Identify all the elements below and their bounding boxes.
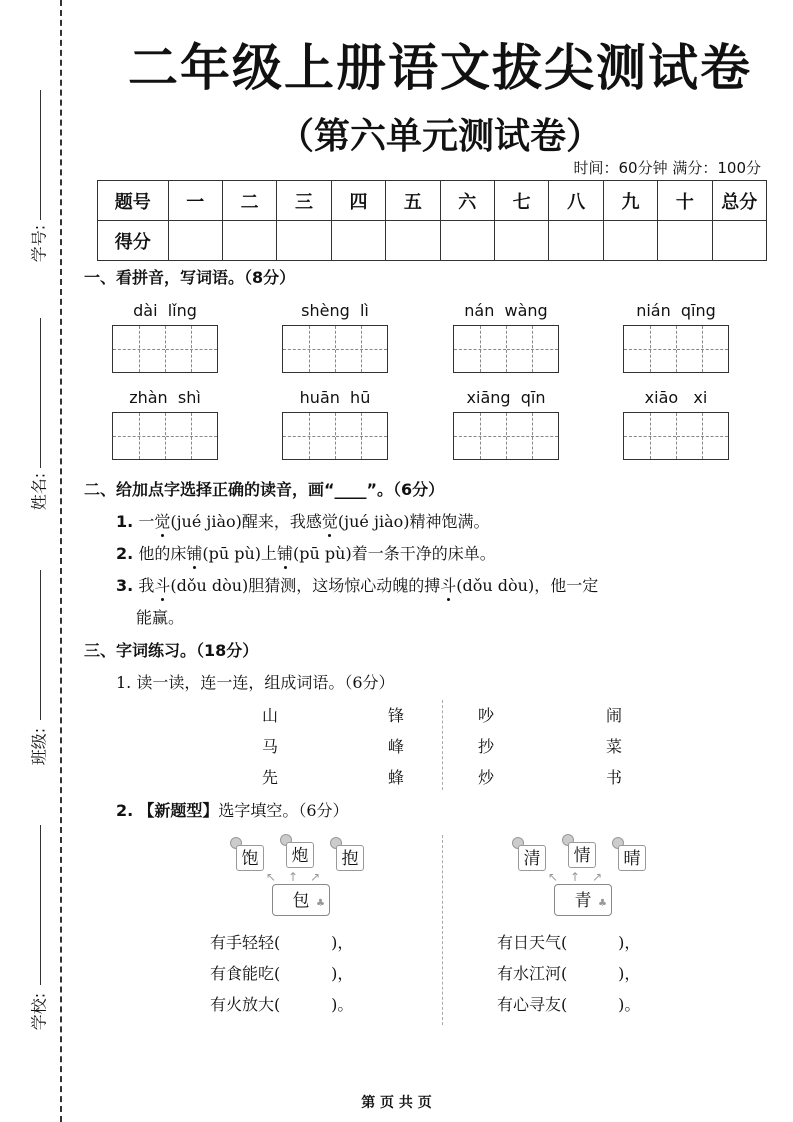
mushroom-icon: ♣ [598, 898, 607, 909]
header-cell: 十 [658, 181, 712, 221]
match-char[interactable]: 锋 [388, 706, 405, 725]
score-cell [440, 221, 494, 261]
pinyin-label: nán wàng [464, 301, 548, 320]
score-cell [168, 221, 222, 261]
option-char: 炮 [286, 842, 314, 868]
writing-box[interactable] [112, 412, 218, 460]
fill-blank-line[interactable]: 有火放大( )。 [210, 995, 354, 1014]
header-cell: 三 [277, 181, 331, 221]
score-cell [658, 221, 712, 261]
fill-blank-line[interactable]: 有食能吃( )， [210, 964, 354, 983]
margin-line-school [40, 825, 41, 985]
header-cell: 题号 [98, 181, 169, 221]
section-2-heading: 二、给加点字选择正确的读音，画“____”。（6分） [84, 480, 445, 499]
writing-box[interactable] [282, 325, 388, 373]
page-footer: 第 页 共 页 [361, 1095, 432, 1111]
question-3-1: 1. 读一读，连一连，组成词语。（6分） [116, 673, 395, 692]
option-char: 清 [518, 845, 546, 871]
match-char[interactable]: 抄 [478, 737, 495, 756]
match-char[interactable]: 菜 [606, 737, 623, 756]
fold-line [60, 0, 62, 1122]
score-cell [494, 221, 548, 261]
score-row-label: 得分 [98, 221, 169, 261]
student-id-label: 学号: [29, 224, 49, 263]
fill-divider [442, 835, 443, 1025]
score-table [97, 180, 767, 261]
question-2-2: 2. 他的床铺(pū pù)上铺(pū pù)着一条干净的床单。 [116, 544, 496, 563]
header-cell: 四 [331, 181, 385, 221]
score-cell [277, 221, 331, 261]
margin-line-name [40, 318, 41, 468]
header-cell: 九 [603, 181, 657, 221]
score-cell [549, 221, 603, 261]
section-3-heading: 三、字词练习。（18分） [84, 641, 259, 660]
pinyin-label: shèng lì [301, 301, 369, 320]
pinyin-label: zhàn shì [129, 388, 201, 407]
match-char[interactable]: 山 [262, 706, 279, 725]
match-char[interactable]: 先 [262, 768, 279, 787]
pinyin-label: nián qīng [636, 301, 716, 320]
pinyin-label: xiāo xi [644, 388, 708, 407]
header-cell: 一 [168, 181, 222, 221]
question-2-3-cont: 能赢。 [136, 608, 185, 627]
writing-box[interactable] [453, 412, 559, 460]
score-cell [386, 221, 440, 261]
score-cell [331, 221, 385, 261]
page-title: 二年级上册语文拔尖测试卷 [128, 39, 752, 97]
score-cell [712, 221, 766, 261]
match-divider [442, 700, 443, 790]
fill-blank-line[interactable]: 有心寻友( )。 [497, 995, 641, 1014]
writing-box[interactable] [453, 325, 559, 373]
match-char[interactable]: 蜂 [388, 768, 405, 787]
header-cell: 二 [222, 181, 276, 221]
margin-line-student-id [40, 90, 41, 220]
question-2-1: 1. 一觉(jué jiào)醒来，我感觉(jué jiào)精神饱满。 [116, 512, 490, 531]
option-char: 饱 [236, 845, 264, 871]
option-char: 晴 [618, 845, 646, 871]
match-char[interactable]: 闹 [606, 706, 623, 725]
pinyin-label: xiāng qīn [466, 388, 546, 407]
page-subtitle: （第六单元测试卷） [277, 116, 602, 157]
score-cell [603, 221, 657, 261]
writing-box[interactable] [112, 325, 218, 373]
arrow-icons: ↖↑↗ [548, 870, 615, 884]
score-cell [222, 221, 276, 261]
header-cell: 总分 [712, 181, 766, 221]
name-label: 姓名: [29, 472, 49, 511]
header-cell: 七 [494, 181, 548, 221]
header-cell: 五 [386, 181, 440, 221]
school-label: 学校: [29, 992, 49, 1031]
section-1-heading: 一、看拼音，写词语。（8分） [84, 268, 296, 287]
writing-box[interactable] [623, 325, 729, 373]
pinyin-label: dài lǐng [133, 301, 197, 320]
base-char: 青 [554, 884, 612, 916]
fill-blank-line[interactable]: 有水江河( )， [497, 964, 641, 983]
fill-blank-line[interactable]: 有日天气( )， [497, 933, 641, 952]
match-char[interactable]: 炒 [478, 768, 495, 787]
question-3-2: 2. 【新题型】选字填空。（6分） [116, 801, 349, 820]
match-char[interactable]: 吵 [478, 706, 495, 725]
option-char: 抱 [336, 845, 364, 871]
question-2-3: 3. 我斗(dǒu dòu)胆猜测，这场惊心动魄的搏斗(dǒu dòu)，他一定 [116, 576, 599, 595]
match-char[interactable]: 马 [262, 737, 279, 756]
option-char: 情 [568, 842, 596, 868]
writing-box[interactable] [282, 412, 388, 460]
writing-box[interactable] [623, 412, 729, 460]
exam-meta: 时间：60分钟 满分：100分 [573, 159, 761, 177]
class-label: 班级: [29, 727, 49, 766]
score-row [98, 221, 767, 261]
match-char[interactable]: 峰 [388, 737, 405, 756]
arrow-icons: ↖↑↗ [266, 870, 333, 884]
score-table-header [98, 181, 767, 221]
fill-blank-line[interactable]: 有手轻轻( )， [210, 933, 354, 952]
match-char[interactable]: 书 [606, 768, 623, 787]
base-char: 包 [272, 884, 330, 916]
margin-line-class [40, 570, 41, 720]
header-cell: 八 [549, 181, 603, 221]
header-cell: 六 [440, 181, 494, 221]
pinyin-label: huān hū [299, 388, 371, 407]
mushroom-icon: ♣ [316, 898, 325, 909]
